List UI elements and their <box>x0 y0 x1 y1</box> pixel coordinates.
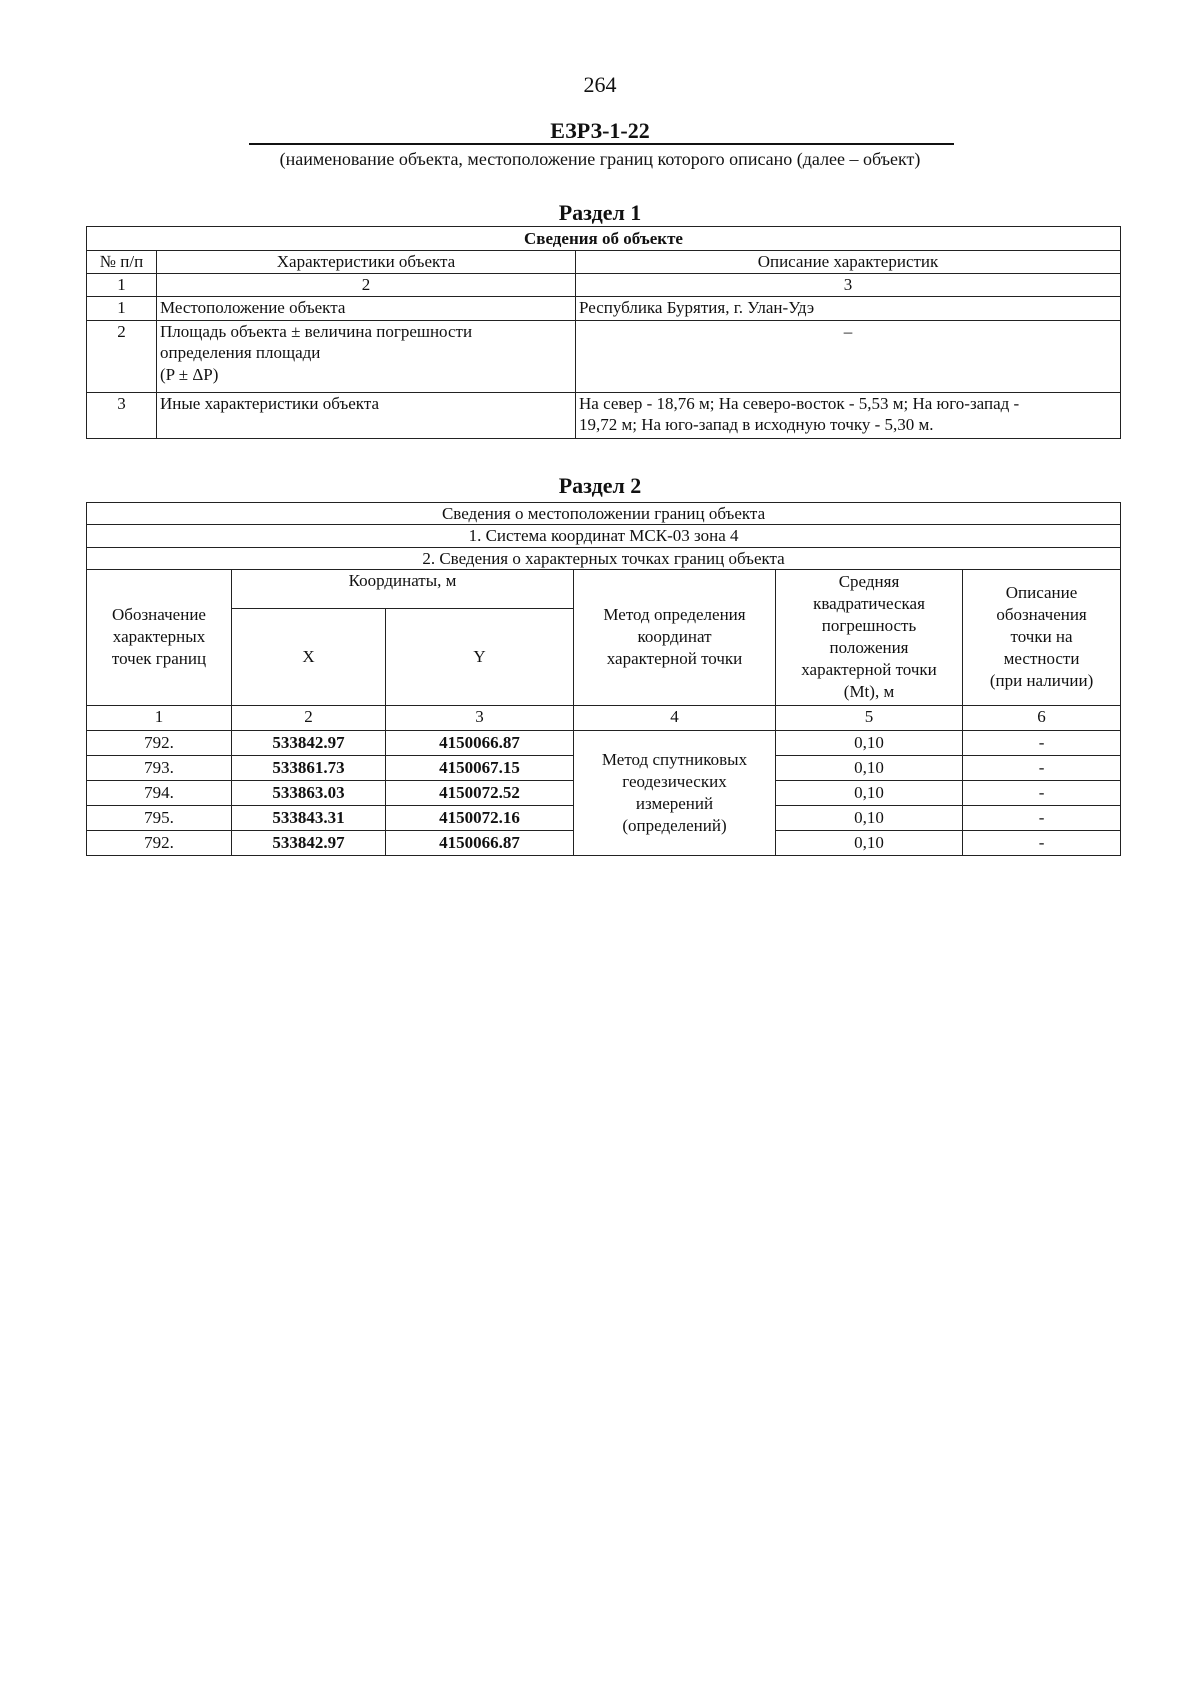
col-header-x: X <box>232 608 386 705</box>
point-mt: 0,10 <box>776 755 963 780</box>
section2-table-title: Сведения о местоположении границ объекта <box>87 503 1121 525</box>
header-line: характерной точки <box>606 649 743 669</box>
col-header-method <box>574 569 776 705</box>
col-header-point-designation <box>87 569 232 705</box>
index-cell: 4 <box>574 705 776 730</box>
index-cell: 2 <box>232 705 386 730</box>
header-line: Метод определения <box>603 605 746 625</box>
object-name: ЕЗРЗ-1-22 <box>550 118 650 143</box>
point-id: 792. <box>87 730 232 755</box>
characteristic-cell: Местоположение объекта <box>157 297 576 321</box>
col-header-coordinates: Координаты, м <box>232 569 574 608</box>
index-cell: 3 <box>576 274 1121 297</box>
header-line: характерных <box>112 627 206 647</box>
index-cell: 5 <box>776 705 963 730</box>
point-id: 794. <box>87 780 232 805</box>
header-line: местности <box>1003 649 1080 669</box>
coordinate-system: 1. Система координат МСК-03 зона 4 <box>87 525 1121 547</box>
row-number: 2 <box>87 321 157 393</box>
point-id: 795. <box>87 805 232 830</box>
point-id: 793. <box>87 755 232 780</box>
point-desc: - <box>963 755 1121 780</box>
header-line: квадратическая <box>813 594 925 614</box>
method-line: Метод спутниковых <box>601 749 748 769</box>
point-desc: - <box>963 730 1121 755</box>
method-line: (определений) <box>622 815 727 835</box>
row-number: 1 <box>87 297 157 321</box>
characteristic-line: (P ± ΔP) <box>160 364 219 384</box>
point-x: 533842.97 <box>232 830 386 855</box>
point-desc: - <box>963 830 1121 855</box>
object-caption: (наименование объекта, местоположение границ которого описано (далее – объект) <box>279 149 921 169</box>
header-line: погрешность <box>821 616 917 636</box>
header-line: точек границ <box>111 649 207 669</box>
method-line: измерений <box>635 793 714 813</box>
col-header-description: Описание характеристик <box>576 251 1121 274</box>
index-cell: 6 <box>963 705 1121 730</box>
characteristic-line: определения площади <box>160 343 321 363</box>
col-header-y: Y <box>386 608 574 705</box>
point-desc: - <box>963 780 1121 805</box>
description-cell <box>576 393 1121 439</box>
characteristic-cell: Иные характеристики объекта <box>157 393 576 439</box>
section1-table-title: Сведения об объекте <box>87 227 1121 251</box>
point-mt: 0,10 <box>776 830 963 855</box>
header-line: Описание <box>1005 583 1078 603</box>
col-header-marking <box>963 569 1121 705</box>
col-header-number: № п/п <box>87 251 157 274</box>
characteristic-cell <box>157 321 576 393</box>
index-cell: 1 <box>87 274 157 297</box>
description-cell: Республика Бурятия, г. Улан-Удэ <box>576 297 1121 321</box>
col-header-accuracy <box>776 569 963 705</box>
characteristic-line: Площадь объекта ± величина погрешности <box>160 322 473 341</box>
point-y: 4150072.16 <box>386 805 574 830</box>
point-x: 533843.31 <box>232 805 386 830</box>
point-y: 4150072.52 <box>386 780 574 805</box>
header-line: обозначения <box>996 605 1087 625</box>
table-row <box>87 730 1121 755</box>
table-row <box>87 393 1121 439</box>
header-line: (Mt), м <box>843 682 895 702</box>
description-line: 19,72 м; На юго-запад в исходную точку - 5,30 м. <box>579 415 934 435</box>
point-id: 792. <box>87 830 232 855</box>
description-line: На север - 18,76 м; На северо-восток - 5,53 м; На юго-запад - <box>579 394 1020 413</box>
header-line: точки на <box>1010 627 1073 647</box>
index-cell: 3 <box>386 705 574 730</box>
section2-title: Раздел 2 <box>558 473 642 498</box>
table-row <box>87 321 1121 393</box>
page-number: 264 <box>583 72 617 97</box>
header-line: характерной точки <box>801 660 937 680</box>
point-mt: 0,10 <box>776 805 963 830</box>
header-line: положения <box>829 638 909 658</box>
point-y: 4150066.87 <box>386 830 574 855</box>
col-header-characteristic: Характеристики объекта <box>157 251 576 274</box>
header-line: Средняя <box>838 571 900 591</box>
section2-table <box>86 502 1121 856</box>
description-cell: – <box>576 321 1121 393</box>
point-mt: 0,10 <box>776 730 963 755</box>
method-cell <box>574 730 776 855</box>
point-x: 533842.97 <box>232 730 386 755</box>
index-cell: 1 <box>87 705 232 730</box>
row-number: 3 <box>87 393 157 439</box>
point-x: 533863.03 <box>232 780 386 805</box>
title-underline <box>249 143 954 145</box>
point-y: 4150066.87 <box>386 730 574 755</box>
header-line: (при наличии) <box>989 671 1094 691</box>
point-y: 4150067.15 <box>386 755 574 780</box>
point-mt: 0,10 <box>776 780 963 805</box>
points-title: 2. Сведения о характерных точках границ объекта <box>87 547 1121 569</box>
index-cell: 2 <box>157 274 576 297</box>
table-row <box>87 297 1121 321</box>
method-line: геодезических <box>622 771 727 791</box>
header-line: координат <box>637 627 712 647</box>
section1-title: Раздел 1 <box>558 200 642 225</box>
header-line: Обозначение <box>112 605 206 625</box>
section1-table <box>86 226 1121 439</box>
point-desc: - <box>963 805 1121 830</box>
point-x: 533861.73 <box>232 755 386 780</box>
